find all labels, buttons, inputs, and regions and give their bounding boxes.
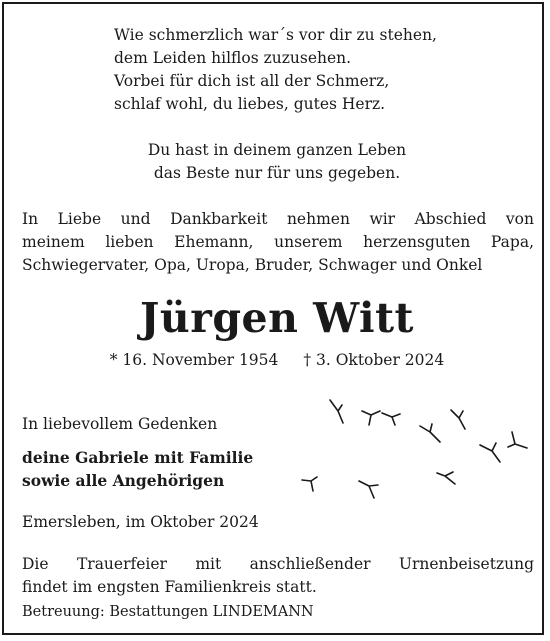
bird-icon [330, 400, 343, 423]
bird-icon [480, 443, 500, 462]
poem-stanza-2 [4, 139, 550, 185]
poem-line: Vorbei für dich ist all der Schmerz, [114, 72, 390, 90]
deceased-name: Jürgen Witt [140, 294, 414, 342]
intro-line: Schwiegervater, Opa, Uropa, Bruder, Schwager und Onkel [22, 256, 483, 274]
intro-line: meinem lieben Ehemann, unserem herzensguten Papa, [22, 233, 534, 251]
poem-line: Wie schmerzlich war´s vor dir zu stehen, [114, 26, 437, 44]
poem-line: schlaf wohl, du liebes, gutes Herz. [114, 95, 386, 113]
bird-icon [508, 432, 527, 448]
place-date: Emersleben, im Oktober 2024 [22, 513, 259, 531]
funeral-line: Die Trauerfeier mit anschließender Urnenbeisetzung [22, 555, 534, 573]
bird-icon [420, 424, 440, 442]
bird-icon [362, 411, 380, 425]
obituary-frame [2, 2, 544, 635]
flying-birds-icon [294, 389, 534, 509]
bird-icon [302, 477, 317, 491]
funeral-notice [22, 553, 534, 599]
bird-icon [451, 410, 465, 429]
life-dates [4, 351, 550, 369]
family-signature [22, 446, 253, 492]
funeral-home-credit: Betreuung: Bestattungen LINDEMANN [22, 604, 314, 620]
death-date: † 3. Oktober 2024 [303, 351, 445, 369]
bird-icon [359, 481, 378, 498]
family-line: sowie alle Angehörigen [22, 471, 225, 490]
bird-icon [437, 472, 455, 484]
poem-stanza-1 [114, 24, 437, 116]
intro-line: In Liebe und Dankbarkeit nehmen wir Abschied von [22, 210, 534, 228]
poem-line: Du hast in deinem ganzen Leben [147, 141, 407, 159]
poem-line: dem Leiden hilflos zuzusehen. [114, 49, 352, 67]
birth-date: * 16. November 1954 [109, 351, 279, 369]
poem-line: das Beste nur für uns gegeben. [153, 164, 401, 182]
family-line: deine Gabriele mit Familie [22, 448, 254, 467]
intro-paragraph [22, 208, 534, 277]
bird-icon [382, 413, 400, 425]
funeral-line: findet im engsten Familienkreis statt. [22, 578, 317, 596]
memory-line: In liebevollem Gedenken [22, 415, 218, 433]
